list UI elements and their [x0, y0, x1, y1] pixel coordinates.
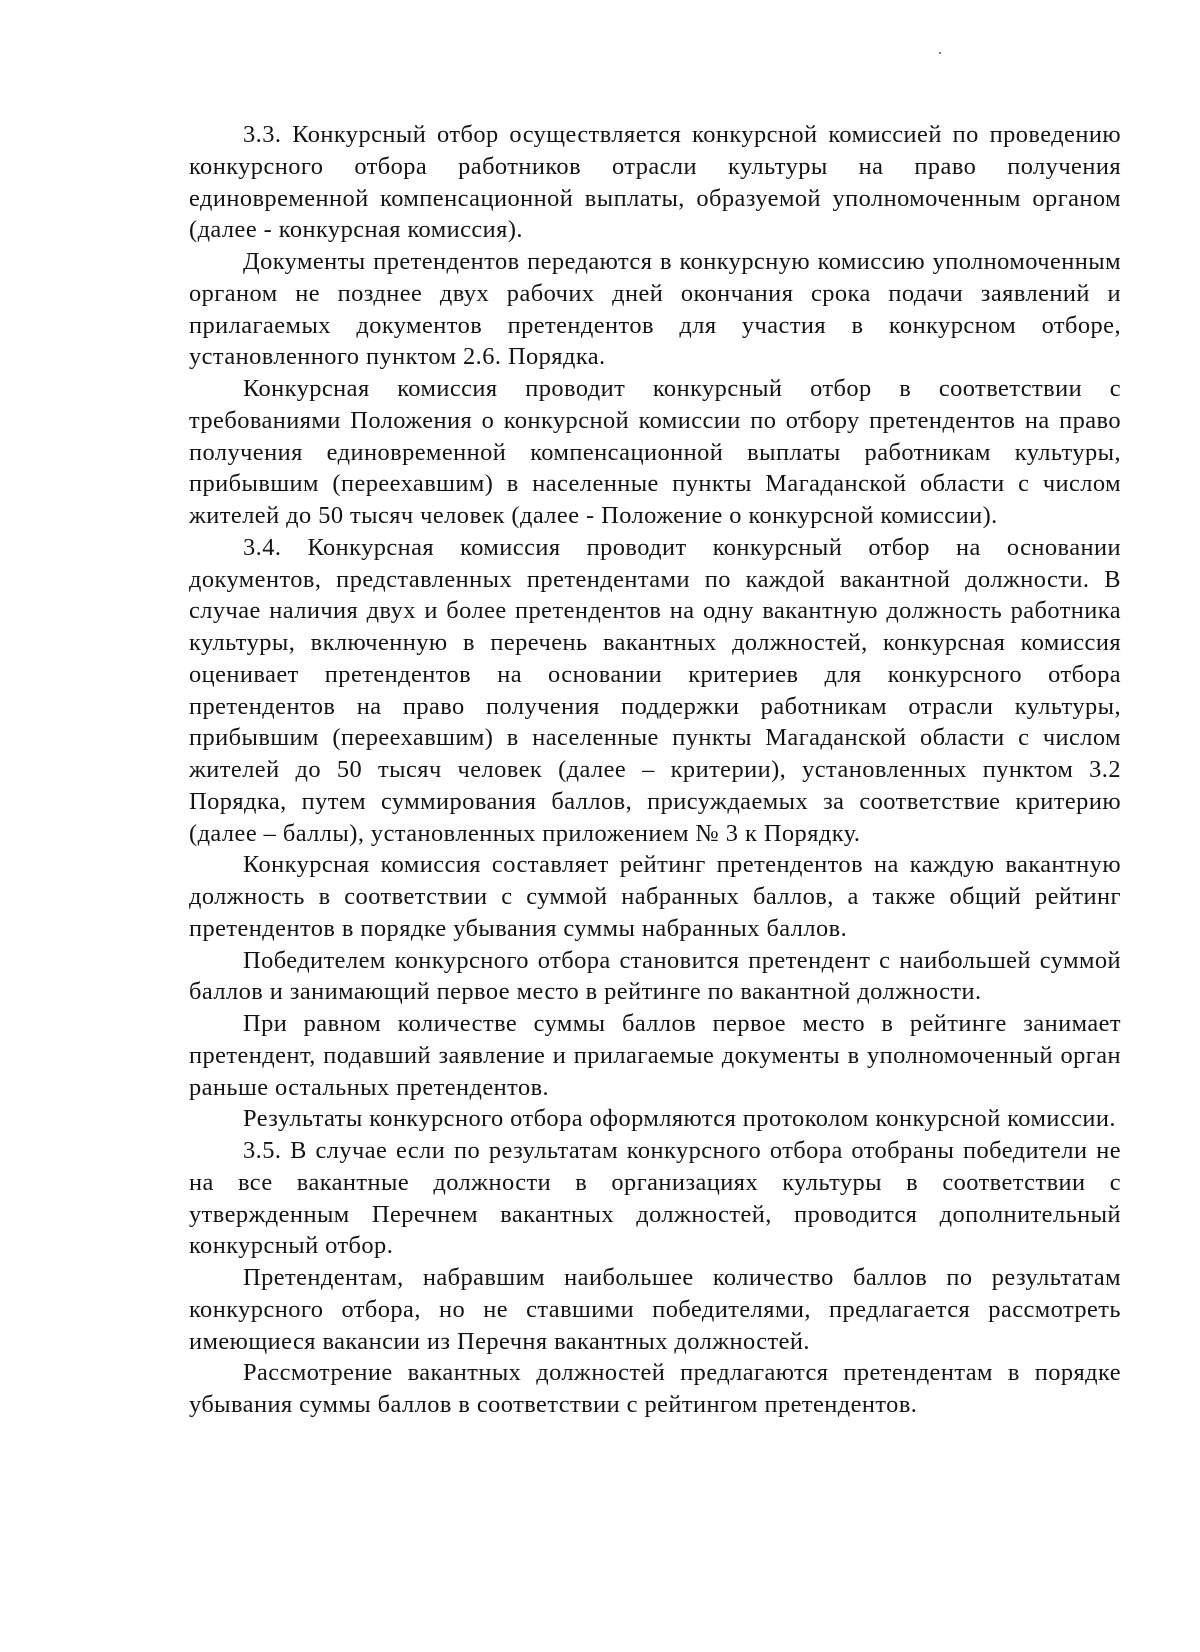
paragraph-equal-score: При равном количестве суммы баллов первое место в рейтинге занимает претендент, подавший заявление и прилагаемые документы в уполномоченный орган раньше остальных претендентов.	[189, 1010, 1121, 1101]
paragraph-documents-transfer: Документы претендентов передаются в конкурсную комиссию уполномоченным органом не позднее двух рабочих дней окончания срока подачи заявлений и прилагаемых документов претендентов для участия в конкурсном отборе, установленного пунктом 2.6. Порядка.	[189, 248, 1121, 371]
paragraph-offer-vacancies: Претендентам, набравшим наибольшее количество баллов по результатам конкурсного отбора, но не ставшими победителями, предлагается рассмотреть имеющиеся вакансии из Перечня вакантных должностей.	[189, 1264, 1121, 1355]
paragraph-vacancy-order: Рассмотрение вакантных должностей предлагаются претендентам в порядке убывания суммы баллов в соответствии с рейтингом претендентов.	[189, 1359, 1121, 1418]
paragraph-rating: Конкурсная комиссия составляет рейтинг претендентов на каждую вакантную должность в соответствии с суммой набранных баллов, а также общий рейтинг претендентов в порядке убывания суммы набранных баллов.	[189, 851, 1121, 942]
document-body	[189, 119, 1121, 1421]
scan-speck	[939, 52, 941, 54]
paragraph-3-4: 3.4. Конкурсная комиссия проводит конкурсный отбор на основании документов, представленных претендентами по каждой вакантной должности. В случае наличия двух и более претендентов на одну вакантную должность работника культуры, включенную в перечень вакантных должностей, конкурсная комиссия оценивает претендентов на основании критериев для конкурсного отбора претендентов на право получения поддержки работникам отрасли культуры, прибывшим (переехавшим) в населенные пункты Магаданской области с числом жителей до 50 тысяч человек (далее – критерии), установленных пунктом 3.2 Порядка, путем суммирования баллов, присуждаемых за соответствие критерию (далее – баллы), установленных приложением № 3 к Порядку.	[189, 533, 1121, 847]
paragraph-winner: Победителем конкурсного отбора становится претендент с наибольшей суммой баллов и занимающий первое место в рейтинге по вакантной должности.	[189, 946, 1121, 1006]
paragraph-results-protocol: Результаты конкурсного отбора оформляются протоколом конкурсной комиссии.	[243, 1105, 1116, 1133]
paragraph-commission-regulation: Конкурсная комиссия проводит конкурсный отбор в соответствии с требованиями Положения о конкурсной комиссии по отбору претендентов на право получения единовременной компенсационной выплаты работникам культуры, прибывшим (переехавшим) в населенные пункты Магаданской области с числом жителей до 50 тысяч человек (далее - Положение о конкурсной комиссии).	[189, 375, 1121, 529]
paragraph-3-3: 3.3. Конкурсный отбор осуществляется конкурсной комиссией по проведению конкурсного отбора работников отрасли культуры на право получения единовременной компенсационной выплаты, образуемой уполномоченным органом (далее - конкурсная комиссия).	[189, 121, 1121, 244]
paragraph-3-5: 3.5. В случае если по результатам конкурсного отбора отобраны победители не на все вакантные должности в организациях культуры в соответствии с утвержденным Перечнем вакантных должностей, проводится дополнительный конкурсный отбор.	[189, 1137, 1121, 1260]
